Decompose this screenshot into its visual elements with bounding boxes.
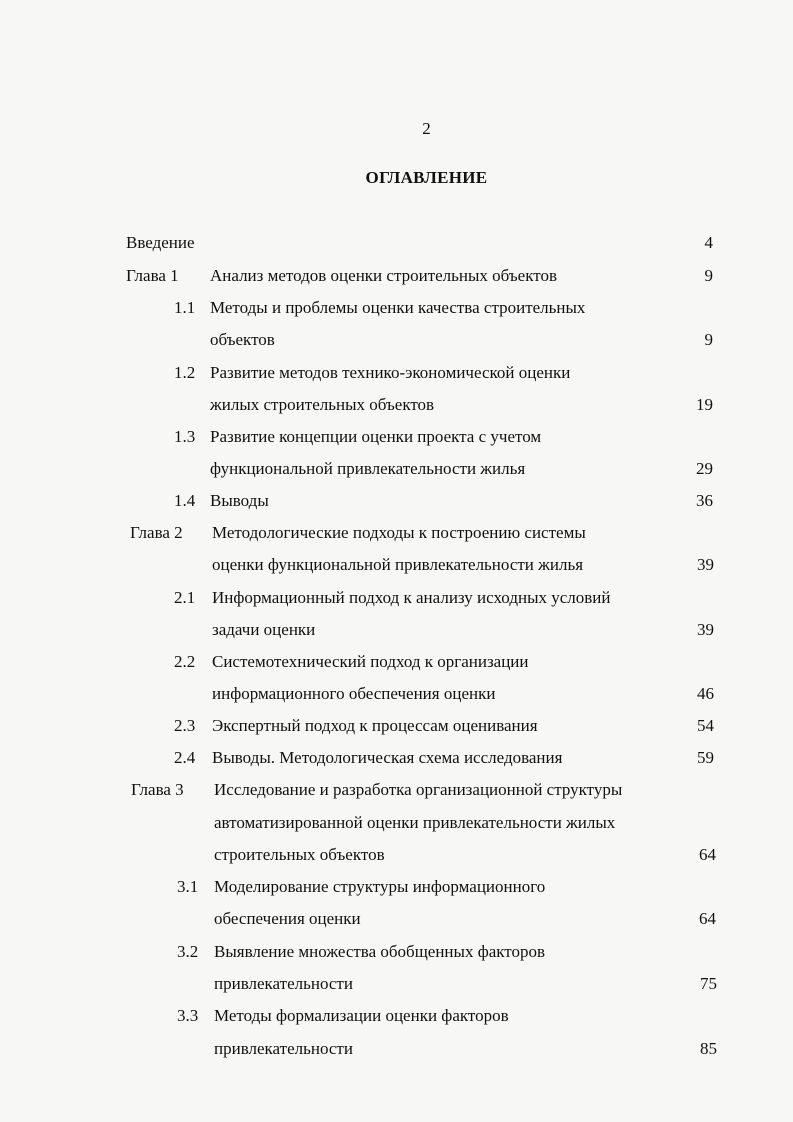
toc-text: функциональной привлекательности жилья [210,459,526,478]
toc-page: 19 [696,395,713,414]
toc-label: 3.2 [177,942,199,961]
toc-label: 3.1 [177,877,199,896]
toc-text: оценки функциональной привлекательности жилья [212,555,584,574]
toc-label: 2.4 [174,748,196,767]
toc-page: 39 [697,555,714,574]
toc-text: Информационный подход к анализу исходных условий [212,588,611,607]
toc-page: 59 [697,748,714,767]
toc-label: 2.2 [174,652,196,671]
page-title: ОГЛАВЛЕНИЕ [365,168,488,187]
toc-page: 4 [704,233,713,252]
toc-label: Глава 2 [130,523,183,542]
toc-label: 2.3 [174,716,196,735]
toc-page: 9 [704,266,713,285]
toc-page: 46 [697,684,714,703]
toc-label: 2.1 [174,588,196,607]
toc-page: 64 [699,909,716,928]
toc-text: привлекательности [214,1039,353,1058]
toc-text: строительных объектов [214,845,385,864]
toc-page: 39 [697,620,714,639]
toc-text: Методы и проблемы оценки качества строительных [210,298,586,317]
toc-page: 29 [696,459,713,478]
toc-page: 54 [697,716,714,735]
toc-text: информационного обеспечения оценки [212,684,496,703]
toc-text: Моделирование структуры информационного [214,877,546,896]
toc-label: 1.1 [174,298,196,317]
toc-page: 75 [700,974,717,993]
toc-label: 3.3 [177,1006,199,1025]
toc-text: Выводы. Методологическая схема исследования [212,748,563,767]
toc-page: 36 [696,491,713,510]
toc-label: Глава 1 [126,266,179,285]
toc-page: 85 [700,1039,717,1058]
toc-text: Экспертный подход к процессам оценивания [212,716,538,735]
toc-text: объектов [210,330,275,349]
toc-text: Анализ методов оценки строительных объектов [210,266,557,285]
page-number: 2 [422,119,431,138]
toc-text: Выводы [210,491,269,510]
toc-page: 9 [704,330,713,349]
toc-text: Методологические подходы к построению системы [212,523,586,542]
toc-text: Исследование и разработка организационной структуры [214,780,623,799]
toc-text: автоматизированной оценки привлекательности жилых [214,813,616,832]
toc-text: Развитие методов технико-экономической оценки [210,363,571,382]
toc-text: Выявление множества обобщенных факторов [214,942,546,961]
toc-text: Системотехнический подход к организации [212,652,529,671]
toc-text: Методы формализации оценки факторов [214,1006,509,1025]
toc-text: обеспечения оценки [214,909,361,928]
toc-label: 1.4 [174,491,196,510]
toc-label: 1.2 [174,363,196,382]
toc-page: 64 [699,845,716,864]
toc-text: жилых строительных объектов [210,395,435,414]
toc-label: Глава 3 [131,780,184,799]
toc-text: задачи оценки [212,620,316,639]
toc-label: 1.3 [174,427,196,446]
toc-text: привлекательности [214,974,353,993]
toc-text: Развитие концепции оценки проекта с учетом [210,427,542,446]
toc-label: Введение [126,233,195,252]
